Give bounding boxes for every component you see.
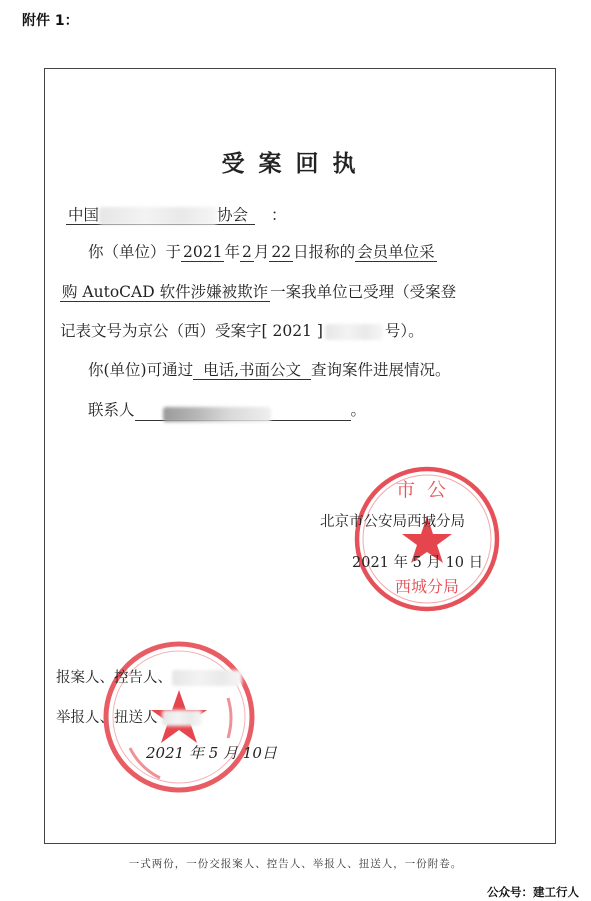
issuer-name: 北京市公安局西城分局 bbox=[320, 514, 465, 530]
redacted-file-number bbox=[325, 324, 383, 340]
reporter-line: 报案人、控告人、 bbox=[56, 666, 242, 687]
attachment-label: 附件 1： bbox=[22, 13, 79, 29]
case-name-part2: 购 AutoCAD 软件涉嫌被欺诈 bbox=[62, 283, 269, 301]
redacted-recipient bbox=[99, 207, 217, 225]
source-account: 公众号：建工行人 bbox=[487, 885, 579, 899]
handwritten-date: 2021 年 5 月 10日 bbox=[146, 744, 277, 762]
issue-date: 2021 年 5 月 10 日 bbox=[352, 555, 484, 571]
report-month: 2 bbox=[241, 243, 252, 261]
redacted-reporter bbox=[172, 670, 242, 686]
svg-text:市公: 市公 bbox=[395, 479, 459, 501]
copies-note: 一式两份，一份交报案人、控告人、举报人、扭送人，一份附卷。 bbox=[128, 858, 463, 870]
report-year: 2021 bbox=[183, 243, 223, 261]
paragraph-1-line-3: 记表文号为京公（西）受案字[ 2021 ] 号）。 bbox=[60, 322, 424, 340]
contact-name-field bbox=[135, 404, 351, 421]
redacted-informer bbox=[162, 710, 202, 726]
recipient-line: 中国 协会 ： bbox=[68, 206, 287, 224]
contact-line: 联系人 。 bbox=[88, 398, 366, 421]
recipient-name: 中国 协会 bbox=[66, 206, 255, 225]
paragraph-1-line-2: 购 AutoCAD 软件涉嫌被欺诈 一案我单位已受理（受案登 bbox=[62, 283, 457, 301]
contact-method: 电话,书面公文 bbox=[193, 361, 311, 380]
case-name-part1: 会员单位采 bbox=[357, 243, 435, 261]
police-seal bbox=[352, 464, 502, 614]
informer-line: 举报人、扭送人 bbox=[56, 706, 202, 727]
document-title: 受案回执 bbox=[221, 150, 370, 177]
svg-text:西城分局: 西城分局 bbox=[394, 577, 460, 596]
redacted-contact bbox=[163, 407, 271, 422]
report-day: 22 bbox=[271, 243, 292, 261]
paragraph-1-line-1: 你（单位）于 2021 年 2 月 22 日报称的 会员单位采 bbox=[88, 243, 435, 261]
paragraph-2: 你(单位)可通过 电话,书面公文 查询案件进展情况。 bbox=[88, 361, 451, 379]
